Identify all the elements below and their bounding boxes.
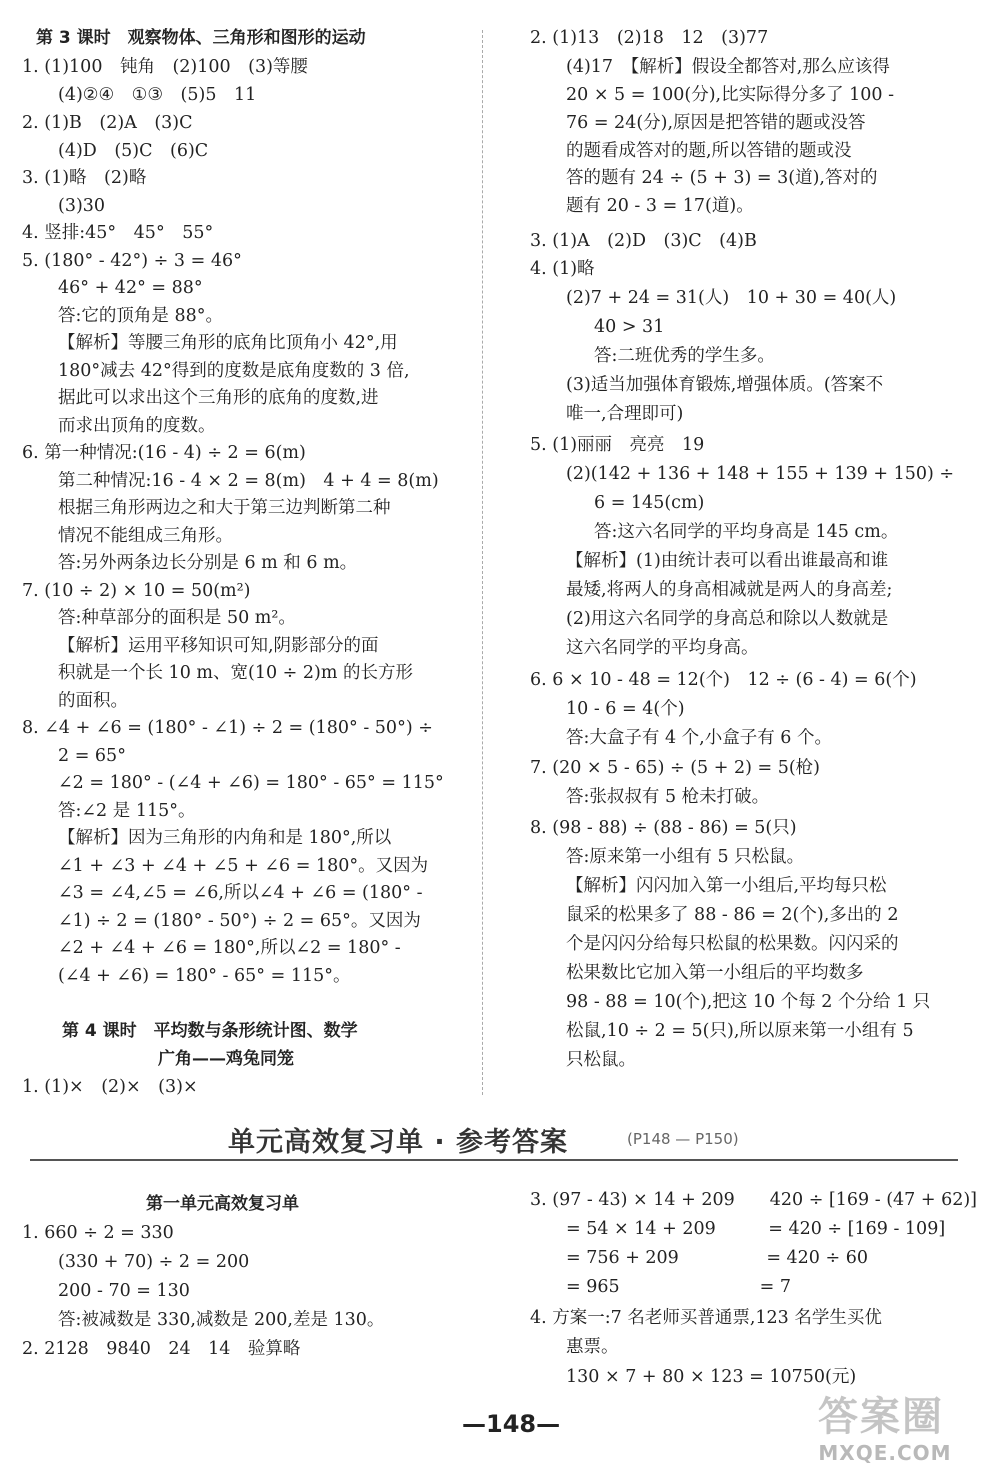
answer-line: (330 + 70) ÷ 2 = 200 [58, 1252, 250, 1272]
answer-line: 1. (1)100 钝角 (2)100 (3)等腰 [22, 57, 308, 77]
answer-line: 根据三角形两边之和大于第三边判断第二种 [58, 498, 391, 518]
analysis-line: 鼠采的松果多了 88 - 86 = 2(个),多出的 2 [566, 905, 899, 925]
answer-line: (3)适当加强体育锻炼,增强体质。(答案不 [566, 375, 884, 395]
analysis-line: ∠1 + ∠3 + ∠4 + ∠5 + ∠6 = 180°。又因为 [58, 856, 429, 876]
answer-line: 答:这六名同学的平均身高是 145 cm。 [594, 522, 899, 542]
answer-line: (4)D (5)C (6)C [58, 141, 209, 161]
answer-line: (3)30 [58, 196, 106, 216]
page-number: —148— [462, 1410, 561, 1438]
answer-line: 3. (97 - 43) × 14 + 209 420 ÷ [169 - (47 + 62)] [530, 1190, 978, 1210]
answer-line: 2. 2128 9840 24 14 验算略 [22, 1339, 301, 1359]
answer-line: 答:大盒子有 4 个,小盒子有 6 个。 [566, 728, 832, 748]
watermark [800, 1385, 970, 1470]
lesson-4-heading-cont: 广角——鸡兔同笼 [158, 1049, 294, 1069]
answer-line: 5. (1)丽丽 亮亮 19 [530, 435, 705, 455]
analysis-line: 而求出顶角的度数。 [58, 416, 216, 436]
answer-line: 情况不能组成三角形。 [58, 526, 233, 546]
answer-line: (2)(142 + 136 + 148 + 155 + 139 + 150) ÷ [566, 464, 955, 484]
answer-line: 答:原来第一小组有 5 只松鼠。 [566, 847, 805, 867]
answer-line: 7. (20 × 5 - 65) ÷ (5 + 2) = 5(枪) [530, 758, 820, 778]
answer-line: 5. (180° - 42°) ÷ 3 = 46° [22, 251, 242, 271]
analysis-line: 个是闪闪分给每只松鼠的松果数。闪闪采的 [566, 934, 899, 954]
answer-line: 4. (1)略 [530, 259, 595, 279]
answer-line: (4)17 【解析】假设全都答对,那么应该得 [566, 57, 890, 77]
answer-line: 8. ∠4 + ∠6 = (180° - ∠1) ÷ 2 = (180° - 50°) ÷ [22, 718, 433, 738]
answer-line: 6. 6 × 10 - 48 = 12(个) 12 ÷ (6 - 4) = 6(个) [530, 670, 917, 690]
answer-line: 2. (1)13 (2)18 12 (3)77 [530, 28, 769, 48]
answer-line: 10 - 6 = 4(个) [566, 699, 685, 719]
lesson-4-heading: 第 4 课时 平均数与条形统计图、数学 [62, 1021, 358, 1041]
analysis-line: 的题看成答对的题,所以答错的题或没 [566, 141, 852, 161]
answer-line: (4)②④ ①③ (5)5 11 [58, 85, 257, 105]
answer-line: 40 > 31 [594, 317, 665, 337]
analysis-line: 【解析】闪闪加入第一小组后,平均每只松 [566, 876, 887, 896]
answer-line: 3. (1)A (2)D (3)C (4)B [530, 231, 757, 251]
answer-line: 答:它的顶角是 88°。 [58, 306, 223, 326]
answer-line: 7. (10 ÷ 2) × 10 = 50(m²) [22, 581, 251, 601]
analysis-line: 积就是一个长 10 m、宽(10 ÷ 2)m 的长方形 [58, 663, 413, 683]
answer-line: = 756 + 209 = 420 ÷ 60 [566, 1248, 869, 1268]
watermark-logo: 答案圈 [818, 1394, 944, 1440]
answer-line: 答:被减数是 330,减数是 200,差是 130。 [58, 1310, 385, 1330]
answer-line: 答:张叔叔有 5 枪未打破。 [566, 787, 770, 807]
answer-line: 1. (1)× (2)× (3)× [22, 1077, 198, 1097]
banner-rule [30, 1159, 958, 1161]
analysis-line: 这六名同学的平均身高。 [566, 638, 759, 658]
analysis-line: 【解析】等腰三角形的底角比顶角小 42°,用 [58, 333, 398, 353]
answer-line: 惠票。 [566, 1337, 619, 1357]
banner-page-range: (P148 — P150) [627, 1130, 739, 1148]
watermark-url: MXQE.COM [818, 1441, 952, 1465]
answer-line: = 54 × 14 + 209 = 420 ÷ [169 - 109] [566, 1219, 946, 1239]
banner-title: 单元高效复习单 · 参考答案 [228, 1127, 569, 1158]
answer-line: 3. (1)略 (2)略 [22, 168, 147, 188]
analysis-line: 松鼠,10 ÷ 2 = 5(只),所以原来第一小组有 5 [566, 1021, 914, 1041]
analysis-line: ∠3 = ∠4,∠5 = ∠6,所以∠4 + ∠6 = (180° - [58, 883, 423, 903]
answer-line: 1. 660 ÷ 2 = 330 [22, 1223, 174, 1243]
analysis-line: 题有 20 - 3 = 17(道)。 [566, 196, 754, 216]
analysis-line: 180°减去 42°得到的度数是底角度数的 3 倍, [58, 361, 410, 381]
answer-line: 4. 方案一:7 名老师买普通票,123 名学生买优 [530, 1308, 882, 1328]
analysis-line: (2)用这六名同学的身高总和除以人数就是 [566, 609, 889, 629]
answer-line: 8. (98 - 88) ÷ (88 - 86) = 5(只) [530, 818, 797, 838]
answer-line: 6 = 145(cm) [594, 493, 705, 513]
answer-line: 46° + 42° = 88° [58, 278, 203, 298]
column-divider [482, 30, 483, 1095]
lesson-3-heading: 第 3 课时 观察物体、三角形和图形的运动 [36, 28, 366, 48]
analysis-line: 答的题有 24 ÷ (5 + 3) = 3(道),答对的 [566, 168, 878, 188]
analysis-line: 的面积。 [58, 691, 128, 711]
answer-line: 答:二班优秀的学生多。 [594, 346, 775, 366]
answer-line: = 965 = 7 [566, 1277, 791, 1297]
analysis-line: 【解析】因为三角形的内角和是 180°,所以 [58, 828, 392, 848]
answer-line: 2. (1)B (2)A (3)C [22, 113, 193, 133]
answer-key-banner [0, 1118, 1000, 1162]
answer-line: 答:种草部分的面积是 50 m²。 [58, 608, 296, 628]
answer-line: 唯一,合理即可) [566, 404, 684, 424]
analysis-line: 最矮,将两人的身高相减就是两人的身高差; [566, 580, 893, 600]
answer-line: 第二种情况:16 - 4 × 2 = 8(m) 4 + 4 = 8(m) [58, 471, 439, 491]
analysis-line: 只松鼠。 [566, 1050, 636, 1070]
answer-line: 4. 竖排:45° 45° 55° [22, 223, 214, 243]
answer-line: 2 = 65° [58, 746, 126, 766]
unit-1-heading: 第一单元高效复习单 [146, 1194, 299, 1214]
analysis-line: 20 × 5 = 100(分),比实际得分多了 100 - [566, 85, 895, 105]
analysis-line: 据此可以求出这个三角形的底角的度数,进 [58, 388, 379, 408]
analysis-line: 松果数比它加入第一小组后的平均数多 [566, 963, 864, 983]
analysis-line: 【解析】(1)由统计表可以看出谁最高和谁 [566, 551, 889, 571]
analysis-line: ∠2 + ∠4 + ∠6 = 180°,所以∠2 = 180° - [58, 938, 401, 958]
analysis-line: 【解析】运用平移知识可知,阴影部分的面 [58, 636, 379, 656]
answer-line: 答:另外两条边长分别是 6 m 和 6 m。 [58, 553, 358, 573]
answer-line: 200 - 70 = 130 [58, 1281, 190, 1301]
answer-line: 答:∠2 是 115°。 [58, 801, 196, 821]
analysis-line: 98 - 88 = 10(个),把这 10 个每 2 个分给 1 只 [566, 992, 931, 1012]
answer-line: (2)7 + 24 = 31(人) 10 + 30 = 40(人) [566, 288, 897, 308]
answer-line: 6. 第一种情况:(16 - 4) ÷ 2 = 6(m) [22, 443, 306, 463]
analysis-line: ∠1) ÷ 2 = (180° - 50°) ÷ 2 = 65°。又因为 [58, 911, 421, 931]
answer-line: 130 × 7 + 80 × 123 = 10750(元) [566, 1367, 857, 1387]
answer-line: ∠2 = 180° - (∠4 + ∠6) = 180° - 65° = 115° [58, 773, 444, 793]
analysis-line: (∠4 + ∠6) = 180° - 65° = 115°。 [58, 966, 351, 986]
analysis-line: 76 = 24(分),原因是把答错的题或没答 [566, 113, 866, 133]
